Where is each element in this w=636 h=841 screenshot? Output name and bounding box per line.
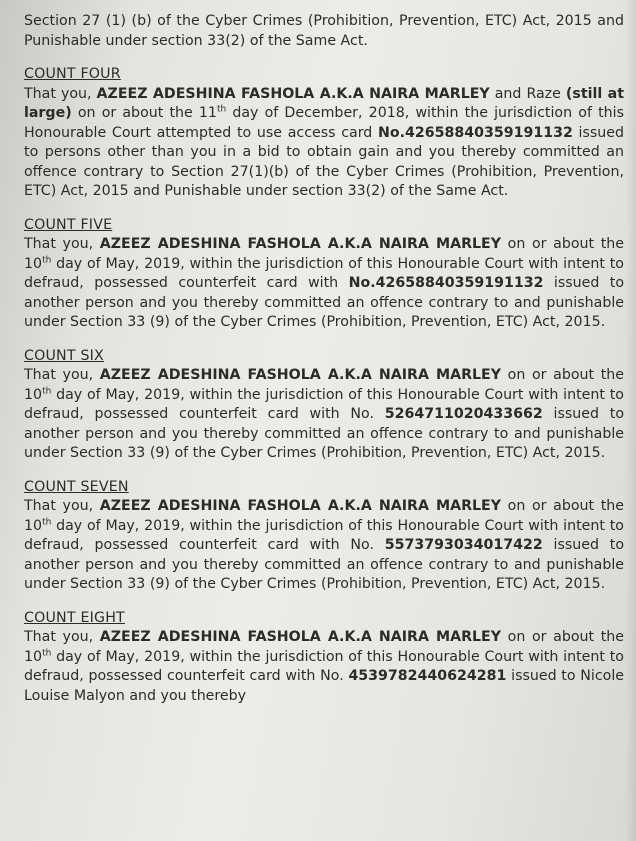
accused-name: AZEEZ ADESHINA FASHOLA A.K.A NAIRA MARLEY xyxy=(99,367,502,383)
count-paragraph: That you, AZEEZ ADESHINA FASHOLA A.K.A NAIRA MARLEY on or about the 10th day of May, 2019, within the jurisdiction of this Honourable Court with intent to defraud, possessed counterfeit card with No. 4539782440624281 issued to Nicole Louise Malyon and you thereby xyxy=(24,629,624,704)
count-seven xyxy=(24,478,624,595)
still-at-large: (still at large) xyxy=(24,85,624,121)
count-title: COUNT EIGHT xyxy=(24,609,125,626)
count-six xyxy=(24,347,624,464)
count-eight xyxy=(24,609,624,707)
header-paragraph: Section 27 (1) (b) of the Cyber Crimes (Prohibition, Prevention, ETC) Act, 2015 and Punishable under section 33(2) of the Same Act. xyxy=(24,13,624,49)
card-number: 5264711020433662 xyxy=(384,406,543,422)
count-paragraph: That you, AZEEZ ADESHINA FASHOLA A.K.A NAIRA MARLEY on or about the 10th day of May, 2019, within the jurisdiction of this Honourable Court with intent to defraud, possessed counterfeit card with No. 5264711020433662 issued to another person and you thereby committed an offence contrary to and punishable under Section 33 (9) of the Cyber Crimes (Prohibition, Prevention, ETC) Act, 2015. xyxy=(24,367,625,461)
accused-name: AZEEZ ADESHINA FASHOLA A.K.A NAIRA MARLEY xyxy=(96,85,490,102)
card-number: No.42658840359191132 xyxy=(348,275,544,291)
accused-name: AZEEZ ADESHINA FASHOLA A.K.A NAIRA MARLEY xyxy=(99,629,502,645)
card-number: No.42658840359191132 xyxy=(378,124,573,141)
accused-name: AZEEZ ADESHINA FASHOLA A.K.A NAIRA MARLEY xyxy=(99,236,502,252)
count-title: COUNT SIX xyxy=(24,347,104,364)
count-paragraph: That you, AZEEZ ADESHINA FASHOLA A.K.A NAIRA MARLEY on or about the 10th day of May, 2019, within the jurisdiction of this Honourable Court with intent to defraud, possessed counterfeit card with No. 5573793034017422 issued to another person and you thereby committed an offence contrary to and punishable under Section 33 (9) of the Cyber Crimes (Prohibition, Prevention, ETC) Act, 2015. xyxy=(24,498,625,592)
accused-name: AZEEZ ADESHINA FASHOLA A.K.A NAIRA MARLEY xyxy=(99,498,502,514)
document-page xyxy=(24,12,624,706)
card-number: 4539782440624281 xyxy=(348,668,507,684)
count-five xyxy=(24,216,624,333)
count-title: COUNT FOUR xyxy=(24,66,121,82)
card-number: 5573793034017422 xyxy=(384,537,543,553)
page-edge-shadow xyxy=(626,0,636,841)
count-title: COUNT SEVEN xyxy=(24,478,129,495)
count-four xyxy=(24,65,624,202)
count-paragraph: That you, AZEEZ ADESHINA FASHOLA A.K.A NAIRA MARLEY and Raze (still at large) on or about the 11th day of December, 2018, within the jurisdiction of this Honourable Court attempted to use access card No.42658840359191132 issued to persons other than you in a bid to obtain gain and you thereby committed an offence contrary to Section 27(1)(b) of the Cyber Crimes (Prohibition, Prevention, ETC) Act, 2015 and Punishable under section 33(2) of the Same Act. xyxy=(24,85,624,199)
count-paragraph: That you, AZEEZ ADESHINA FASHOLA A.K.A NAIRA MARLEY on or about the 10th day of May, 2019, within the jurisdiction of this Honourable Court with intent to defraud, possessed counterfeit card with No.42658840359191132 issued to another person and you thereby committed an offence contrary to and punishable under Section 33 (9) of the Cyber Crimes (Prohibition, Prevention, ETC) Act, 2015. xyxy=(24,236,624,330)
count-title: COUNT FIVE xyxy=(24,216,113,233)
